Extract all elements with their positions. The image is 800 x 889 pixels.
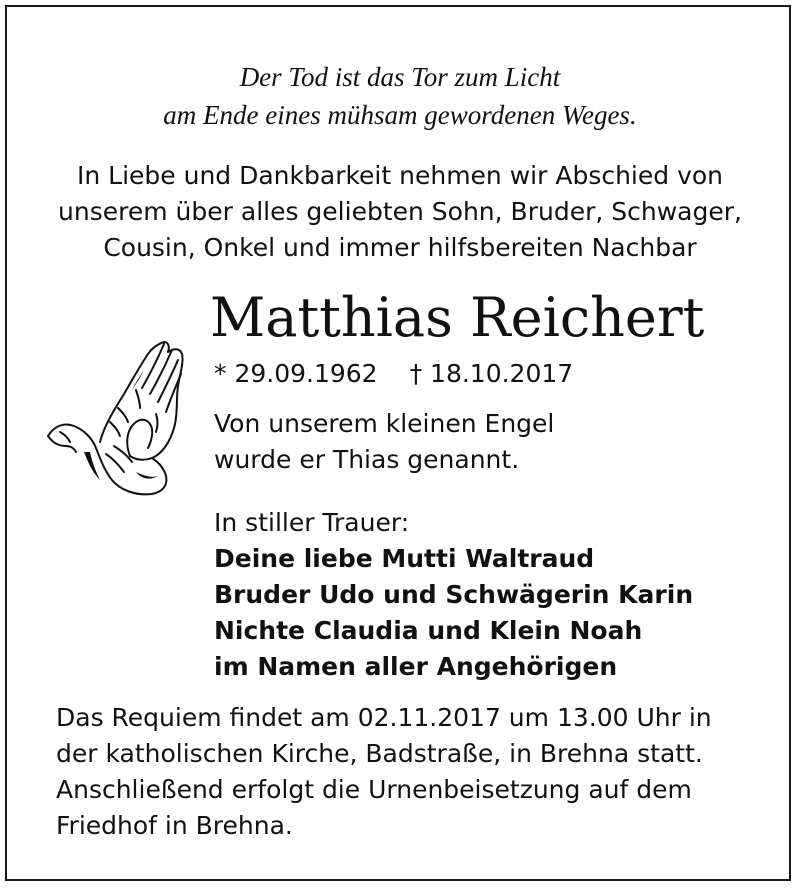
mourner-entry: Bruder Udo und Schwägerin Karin (214, 580, 694, 609)
angel-note-line: Von unserem kleinen Engel (214, 409, 555, 438)
mourning-block (214, 505, 693, 685)
farewell-line: In Liebe und Dankbarkeit nehmen wir Abschied von (76, 161, 724, 190)
service-info (56, 700, 712, 844)
angel-note-line: wurde er Thias genannt. (214, 445, 520, 474)
mourner-entry: im Namen aller Angehörigen (214, 652, 618, 681)
mourner-entry: Deine liebe Mutti Waltraud (214, 544, 595, 573)
service-line: Das Requiem findet am 02.11.2017 um 13.00 Uhr in (56, 703, 712, 732)
life-dates (214, 356, 573, 392)
mourner-entry: Nichte Claudia und Klein Noah (214, 616, 643, 645)
motto-line: Der Tod ist das Tor zum Licht (239, 62, 561, 92)
angel-note (214, 406, 554, 478)
mourning-label: In stiller Trauer: (214, 508, 410, 537)
motto-verse (0, 58, 800, 134)
death-date: † 18.10.2017 (409, 359, 574, 388)
service-line: Friedhof in Brehna. (56, 811, 293, 840)
farewell-line: Cousin, Onkel und immer hilfsbereiten Nachbar (103, 233, 697, 262)
farewell-line: unserem über alles geliebten Sohn, Bruder, Schwager, (58, 197, 742, 226)
birth-date: * 29.09.1962 (214, 359, 378, 388)
praying-hands-icon (40, 330, 200, 500)
farewell-text (0, 158, 800, 266)
motto-line: am Ende eines mühsam gewordenen Weges. (163, 100, 637, 130)
service-line: der katholischen Kirche, Badstraße, in Brehna statt. (56, 739, 703, 768)
deceased-name: Matthias Reichert (210, 286, 705, 349)
service-line: Anschließend erfolgt die Urnenbeisetzung auf dem (56, 775, 692, 804)
mourner-list (214, 541, 693, 685)
